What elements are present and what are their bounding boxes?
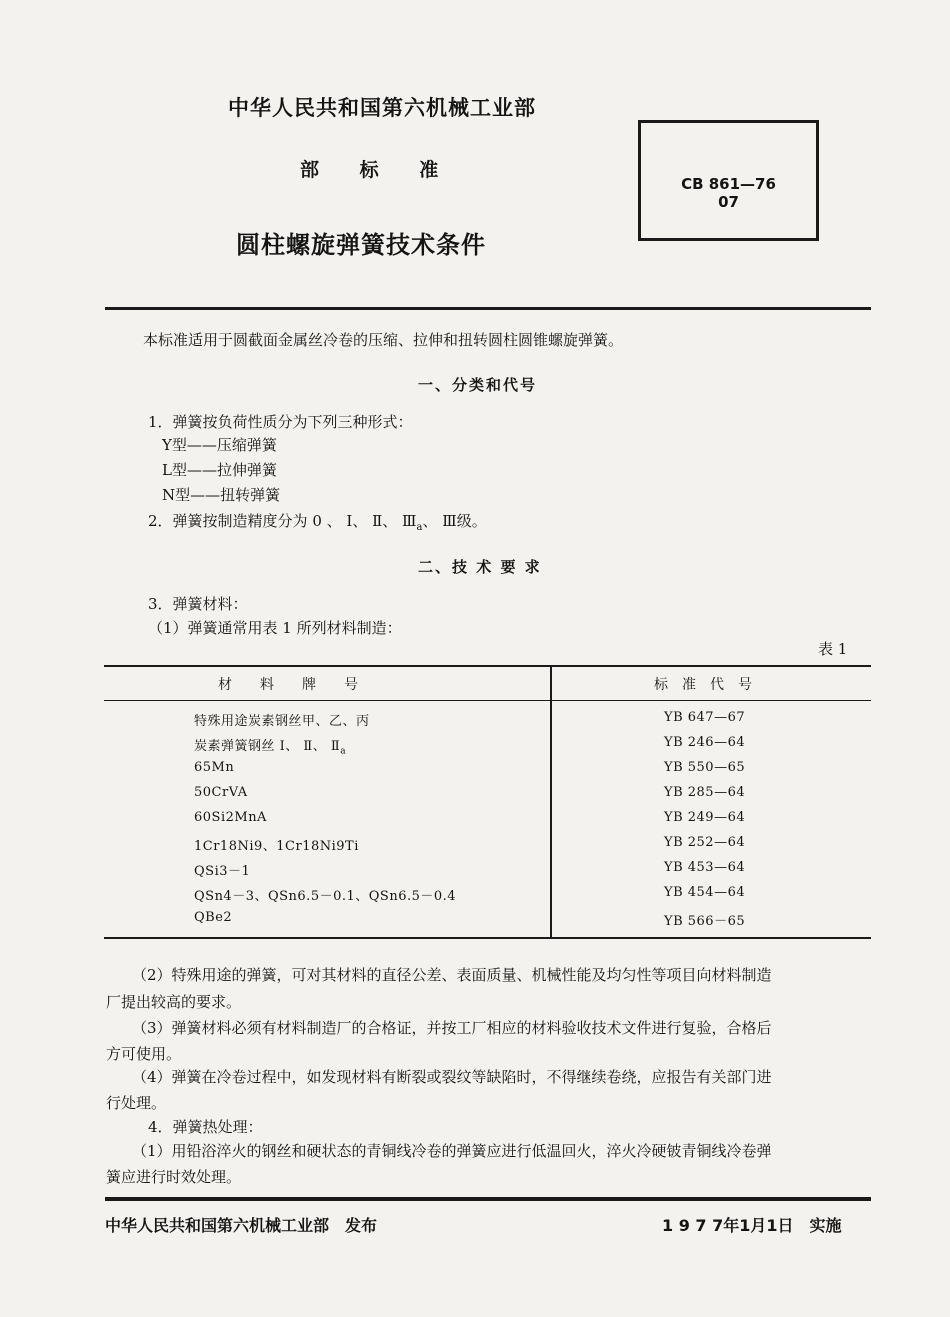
table-label: 表 1 [818, 640, 848, 658]
table-cell-code: YB 246—64 [664, 735, 746, 750]
table-cell-code: YB 566－65 [664, 914, 746, 929]
table-cell-material: QSn4－3、QSn6.5－0.1、QSn6.5－0.4 [194, 889, 457, 904]
paragraph-4-line-2: 行处理。 [106, 1094, 167, 1112]
table-cell-material: QBe2 [194, 910, 233, 925]
paragraph-4-1-line-2: 簧应进行时效处理。 [106, 1168, 242, 1186]
standard-code-suffix: 07 [718, 193, 739, 211]
table-bottom-rule [104, 937, 871, 939]
intro-paragraph: 本标准适用于圆截面金属丝冷卷的压缩、拉伸和扭转圆柱圆锥螺旋弹簧。 [143, 331, 624, 349]
table-cell-code: YB 285—64 [664, 785, 746, 800]
issuer: 中华人民共和国第六机械工业部 发布 [105, 1216, 378, 1235]
type-n: N型——扭转弹簧 [162, 486, 281, 504]
item-2 [148, 510, 487, 533]
table-header-rule [104, 700, 871, 701]
header-rule [105, 307, 871, 310]
table-column-divider [550, 665, 552, 939]
standard-type: 部 标 准 [300, 159, 439, 181]
document-title: 圆柱螺旋弹簧技术条件 [236, 231, 486, 259]
effective-date: 1 9 7 7年1月1日 实施 [662, 1216, 842, 1235]
paragraph-3-line-1: （3）弹簧材料必须有材料制造厂的合格证，并按工厂相应的材料验收技术文件进行复验，合格后 [132, 1019, 772, 1037]
table-cell-material: 60Si2MnA [194, 810, 267, 825]
table-top-rule [104, 665, 871, 667]
column-header-code: 标 准 代 号 [654, 677, 752, 693]
item-2-end: 、 Ⅲ级。 [422, 512, 487, 530]
item-2-subscript: a [416, 522, 423, 533]
type-l: L型——拉伸弹簧 [162, 461, 277, 479]
item-4: 4．弹簧热处理： [148, 1118, 263, 1136]
standard-code-box [638, 120, 819, 241]
paragraph-2-line-2: 厂提出较高的要求。 [106, 993, 242, 1011]
column-header-material: 材 料 牌 号 [218, 677, 358, 693]
footer-rule [105, 1197, 871, 1201]
paragraph-4-line-1: （4）弹簧在冷卷过程中，如发现材料有断裂或裂纹等缺陷时，不得继续卷绕，应报告有关部门进 [132, 1068, 772, 1086]
table-cell-material-subscript: a [340, 746, 347, 757]
table-cell-material: QSi3－1 [194, 864, 251, 879]
item-2-text: 2．弹簧按制造精度分为 0 、 Ⅰ、 Ⅱ、 Ⅲ [148, 512, 417, 530]
item-3-1: （1）弹簧通常用表 1 所列材料制造： [148, 619, 402, 637]
table-cell-code: YB 550—65 [664, 760, 746, 775]
type-y: Y型——压缩弹簧 [162, 436, 277, 454]
table-cell-material: 特殊用途炭素钢丝甲、乙、丙 [194, 714, 370, 729]
table-cell-material: 65Mn [194, 760, 235, 775]
table-cell-material [194, 735, 346, 757]
table-cell-code: YB 647—67 [664, 710, 746, 725]
paragraph-2-line-1: （2）特殊用途的弹簧，可对其材料的直径公差、表面质量、机械性能及均匀性等项目向材料制造 [132, 966, 772, 984]
ministry-name: 中华人民共和国第六机械工业部 [228, 96, 536, 120]
paragraph-3-line-2: 方可使用。 [106, 1045, 182, 1063]
section-heading-2: 二、技 术 要 求 [418, 558, 542, 576]
table-cell-code: YB 453—64 [664, 860, 746, 875]
table-cell-code: YB 252—64 [664, 835, 746, 850]
table-cell-material-text: 炭素弹簧钢丝 Ⅰ、 Ⅱ、 Ⅱ [194, 739, 341, 754]
table-cell-material: 1Cr18Ni9、1Cr18Ni9Ti [194, 839, 359, 854]
standard-code: CB 861—76 [681, 175, 776, 193]
section-heading-1: 一、分类和代号 [418, 376, 538, 394]
table-cell-code: YB 249—64 [664, 810, 746, 825]
item-3: 3．弹簧材料： [148, 595, 248, 613]
item-1: 1．弹簧按负荷性质分为下列三种形式： [148, 413, 413, 431]
table-cell-code: YB 454—64 [664, 885, 746, 900]
materials-table [104, 665, 871, 939]
table-cell-material: 50CrVA [194, 785, 248, 800]
paragraph-4-1-line-1: （1）用铅浴淬火的钢丝和硬状态的青铜线冷卷的弹簧应进行低温回火，淬火冷硬铍青铜线冷卷弹 [132, 1142, 772, 1160]
